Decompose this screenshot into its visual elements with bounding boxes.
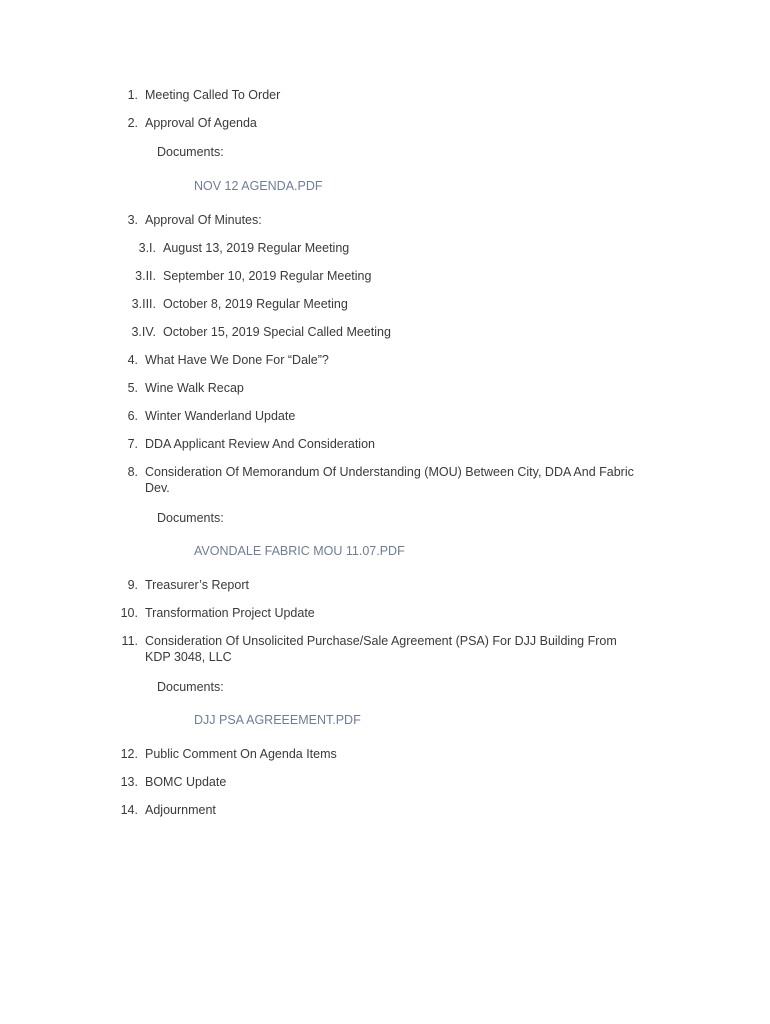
item-number: 3. — [127, 213, 138, 227]
item-number: 5. — [127, 381, 138, 395]
item-number: 9. — [127, 578, 138, 592]
item-number: 4. — [127, 353, 138, 367]
item-title: DDA Applicant Review And Consideration — [145, 437, 375, 451]
item-title: Winter Wanderland Update — [145, 409, 296, 423]
item-number: 7. — [127, 437, 138, 451]
item-title: August 13, 2019 Regular Meeting — [163, 241, 350, 255]
item-number: 3.II. — [135, 269, 156, 283]
item-title: Wine Walk Recap — [145, 381, 244, 395]
item-title: October 8, 2019 Regular Meeting — [163, 297, 348, 311]
item-title: Approval Of Minutes: — [145, 213, 262, 227]
item-title: Transformation Project Update — [145, 606, 315, 620]
item-title: Meeting Called To Order — [145, 88, 281, 102]
item-number: 2. — [127, 116, 138, 130]
item-title: September 10, 2019 Regular Meeting — [163, 269, 372, 283]
item-title: Adjournment — [145, 803, 216, 817]
document-link-nov-12-agenda[interactable]: NOV 12 AGENDA.PDF — [194, 179, 323, 193]
item-number: 3.III. — [131, 297, 156, 311]
item-number: 12. — [120, 747, 138, 761]
item-number: 1. — [127, 88, 138, 102]
item-number: 8. — [127, 465, 138, 479]
item-title: Consideration Of Memorandum Of Understanding (MOU) Between City, DDA And Fabric Dev. — [145, 465, 634, 495]
documents-label: Documents: — [157, 145, 224, 159]
document-link-avondale-fabric-mou[interactable]: AVONDALE FABRIC MOU 11.07.PDF — [194, 544, 405, 558]
item-title: Treasurer’s Report — [145, 578, 249, 592]
item-title: Approval Of Agenda — [145, 116, 257, 130]
item-title: Public Comment On Agenda Items — [145, 747, 337, 761]
item-number: 11. — [121, 634, 138, 648]
item-title: BOMC Update — [145, 775, 227, 789]
documents-label: Documents: — [157, 680, 224, 694]
item-number: 3.I. — [138, 241, 156, 255]
item-title: What Have We Done For “Dale”? — [145, 353, 329, 367]
item-title: October 15, 2019 Special Called Meeting — [163, 325, 391, 339]
documents-label: Documents: — [157, 511, 224, 525]
item-title: Consideration Of Unsolicited Purchase/Sale Agreement (PSA) For DJJ Building From KDP 3048, LLC — [145, 634, 617, 664]
item-number: 14. — [120, 803, 138, 817]
item-number: 10. — [120, 606, 138, 620]
item-number: 3.IV. — [131, 325, 156, 339]
item-number: 13. — [120, 775, 138, 789]
item-number: 6. — [127, 409, 138, 423]
document-link-djj-psa-agreement[interactable]: DJJ PSA AGREEEMENT.PDF — [194, 713, 361, 727]
